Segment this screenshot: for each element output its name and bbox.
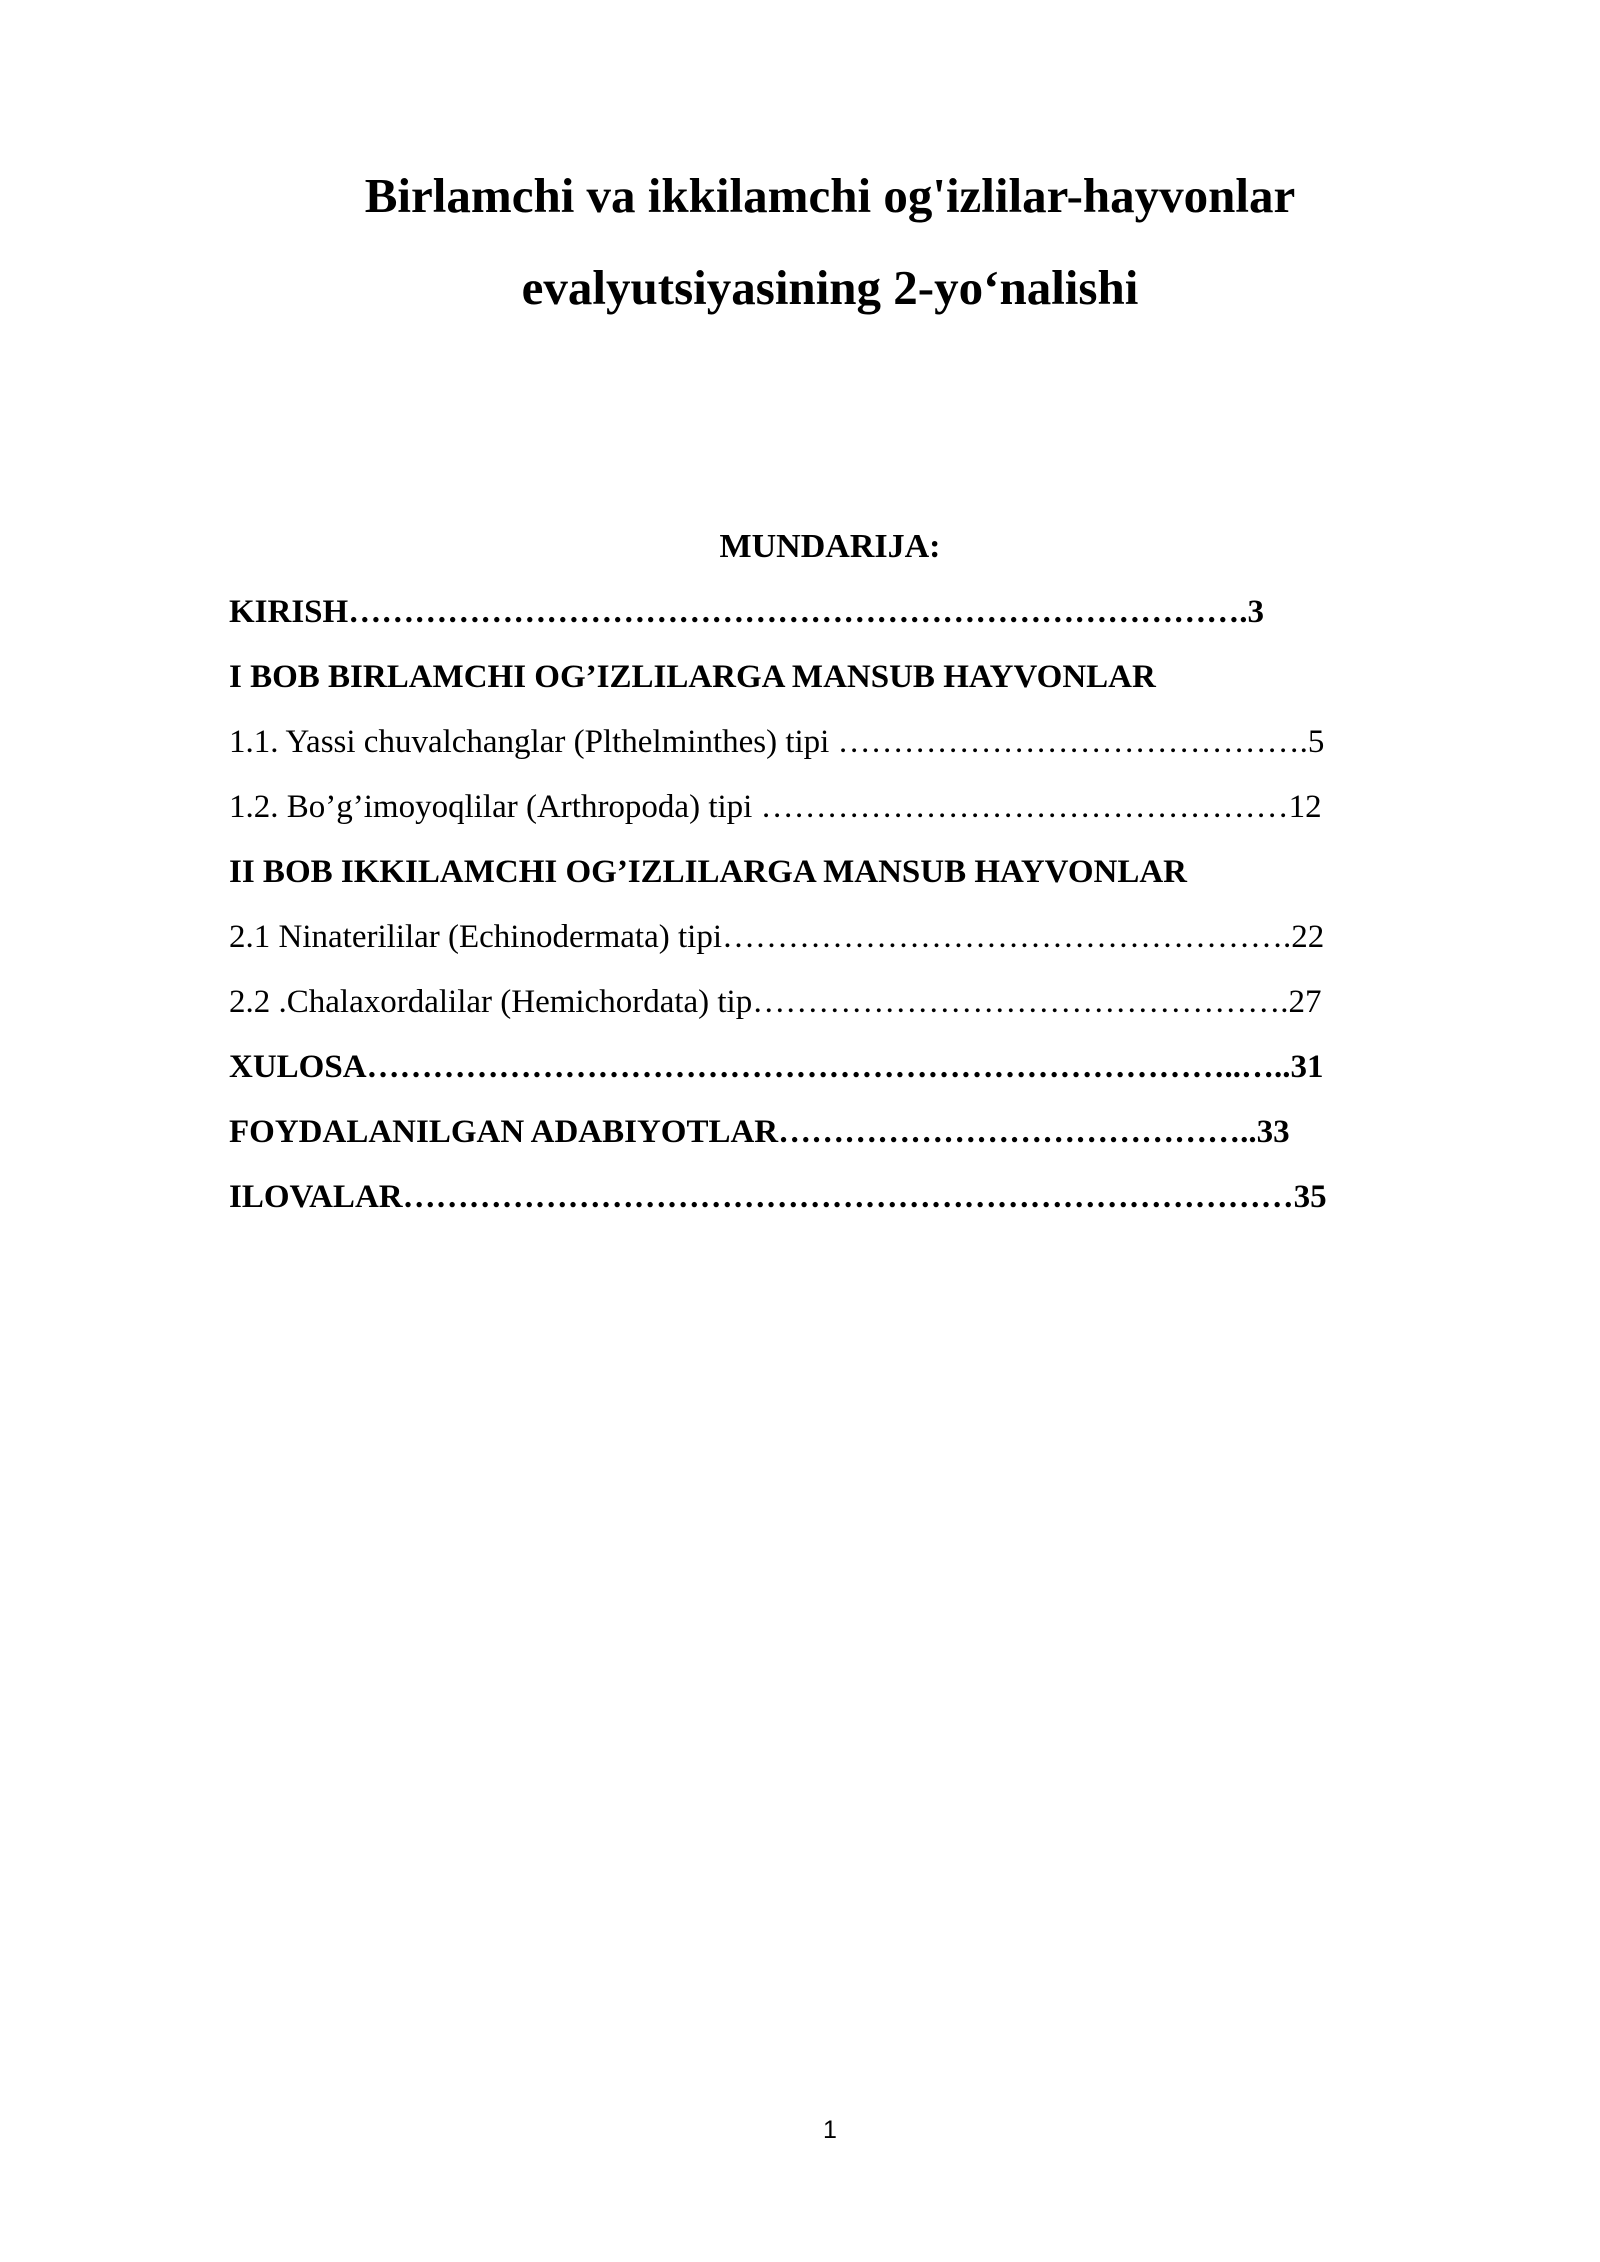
toc-entry bbox=[229, 716, 1491, 781]
toc-entry-text: 2.1 Ninaterililar (Echinodermata) tipi…………………………………………….22 bbox=[229, 919, 1325, 955]
document-title bbox=[0, 150, 1600, 334]
toc-entry-text: 1.1. Yassi chuvalchanglar (Plthelminthes) tipi …………………………………….5 bbox=[229, 724, 1325, 760]
toc-entry bbox=[229, 1041, 1491, 1106]
toc-entry bbox=[229, 586, 1491, 651]
toc-entry-text: ILOVALAR………………………………………………………………………35 bbox=[229, 1179, 1327, 1215]
toc-entry bbox=[229, 651, 1491, 716]
toc-entry bbox=[229, 1171, 1491, 1236]
table-of-contents bbox=[229, 586, 1491, 1236]
toc-entry-text: FOYDALANILGAN ADABIYOTLAR……………………………………..33 bbox=[229, 1114, 1290, 1150]
toc-entry bbox=[229, 976, 1491, 1041]
toc-entry bbox=[229, 781, 1491, 846]
toc-entry-text: I BOB BIRLAMCHI OG’IZLILARGA MANSUB HAYVONLAR bbox=[229, 659, 1156, 695]
document-title-line-1: Birlamchi va ikkilamchi og'izlilar-hayvonlar bbox=[364, 168, 1296, 223]
toc-entry-text: 2.2 .Chalaxordalilar (Hemichordata) tip………………………………………….27 bbox=[229, 984, 1322, 1020]
toc-entry-text: KIRISH……………………………………………………………………….3 bbox=[229, 594, 1264, 630]
toc-entry-text: 1.2. Bo’g’imoyoqlilar (Arthropoda) tipi …………………………………………12 bbox=[229, 789, 1322, 825]
toc-entry bbox=[229, 1106, 1491, 1171]
document-title-line-2: evalyutsiyasining 2-yo‘nalishi bbox=[521, 260, 1139, 315]
toc-entry bbox=[229, 846, 1491, 911]
toc-entry-text: XULOSA……………………………………………………………………..…..31 bbox=[229, 1049, 1324, 1085]
toc-heading: MUNDARIJA: bbox=[719, 528, 941, 565]
toc-entry-text: II BOB IKKILAMCHI OG’IZLILARGA MANSUB HAYVONLAR bbox=[229, 854, 1188, 890]
page-number: 1 bbox=[823, 2116, 837, 2144]
toc-entry bbox=[229, 911, 1491, 976]
